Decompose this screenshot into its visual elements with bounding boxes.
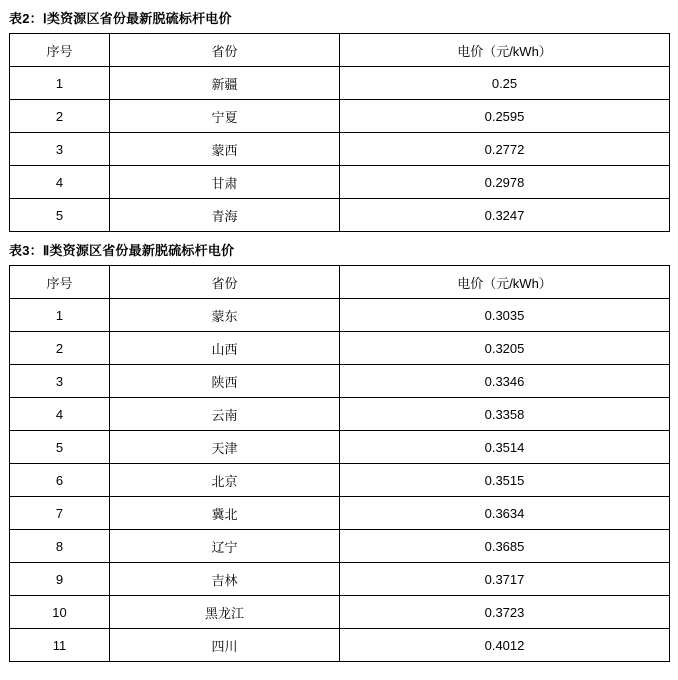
- table-row: [10, 332, 670, 365]
- table-row: [10, 67, 670, 100]
- table-header-row: [10, 266, 670, 299]
- price-table-class-2: [9, 265, 670, 662]
- column-header-price: 电价（元/kWh）: [340, 34, 670, 67]
- price-table-class-1: [9, 33, 670, 232]
- cell-price: 0.3634: [340, 497, 670, 530]
- cell-index: 6: [10, 464, 110, 497]
- cell-province: 吉林: [110, 563, 340, 596]
- cell-index: 8: [10, 530, 110, 563]
- cell-province: 北京: [110, 464, 340, 497]
- cell-index: 2: [10, 100, 110, 133]
- table-row: [10, 629, 670, 662]
- cell-index: 3: [10, 133, 110, 166]
- cell-province: 云南: [110, 398, 340, 431]
- table-row: [10, 497, 670, 530]
- cell-province: 蒙西: [110, 133, 340, 166]
- table-row: [10, 431, 670, 464]
- cell-index: 1: [10, 67, 110, 100]
- cell-index: 7: [10, 497, 110, 530]
- table-row: [10, 299, 670, 332]
- cell-price: 0.2595: [340, 100, 670, 133]
- cell-province: 四川: [110, 629, 340, 662]
- cell-index: 4: [10, 398, 110, 431]
- table-row: [10, 530, 670, 563]
- table-caption: 表2：Ⅰ类资源区省份最新脱硫标杆电价: [9, 11, 232, 26]
- table-caption: 表3：Ⅱ类资源区省份最新脱硫标杆电价: [9, 243, 235, 258]
- table-block-2: [6, 242, 672, 662]
- cell-index: 10: [10, 596, 110, 629]
- cell-price: 0.3358: [340, 398, 670, 431]
- table-row: [10, 563, 670, 596]
- cell-province: 蒙东: [110, 299, 340, 332]
- cell-province: 山西: [110, 332, 340, 365]
- column-header-index: 序号: [10, 266, 110, 299]
- cell-province: 天津: [110, 431, 340, 464]
- cell-province: 陕西: [110, 365, 340, 398]
- table-row: [10, 199, 670, 232]
- column-header-index: 序号: [10, 34, 110, 67]
- cell-province: 青海: [110, 199, 340, 232]
- cell-province: 黑龙江: [110, 596, 340, 629]
- cell-index: 11: [10, 629, 110, 662]
- table-row: [10, 596, 670, 629]
- cell-index: 5: [10, 431, 110, 464]
- table-header-row: [10, 34, 670, 67]
- column-header-province: 省份: [110, 266, 340, 299]
- cell-price: 0.2772: [340, 133, 670, 166]
- cell-index: 4: [10, 166, 110, 199]
- cell-index: 9: [10, 563, 110, 596]
- cell-price: 0.3035: [340, 299, 670, 332]
- cell-price: 0.3685: [340, 530, 670, 563]
- cell-price: 0.3723: [340, 596, 670, 629]
- table-row: [10, 365, 670, 398]
- cell-province: 宁夏: [110, 100, 340, 133]
- table-row: [10, 100, 670, 133]
- cell-province: 新疆: [110, 67, 340, 100]
- cell-index: 2: [10, 332, 110, 365]
- cell-price: 0.3514: [340, 431, 670, 464]
- cell-index: 1: [10, 299, 110, 332]
- table-row: [10, 398, 670, 431]
- cell-province: 甘肃: [110, 166, 340, 199]
- table-row: [10, 133, 670, 166]
- cell-price: 0.4012: [340, 629, 670, 662]
- cell-price: 0.3205: [340, 332, 670, 365]
- cell-index: 5: [10, 199, 110, 232]
- cell-province: 冀北: [110, 497, 340, 530]
- table-block-1: [6, 10, 672, 232]
- cell-price: 0.3247: [340, 199, 670, 232]
- cell-price: 0.25: [340, 67, 670, 100]
- cell-price: 0.3515: [340, 464, 670, 497]
- cell-price: 0.3717: [340, 563, 670, 596]
- column-header-price: 电价（元/kWh）: [340, 266, 670, 299]
- cell-index: 3: [10, 365, 110, 398]
- table-row: [10, 166, 670, 199]
- cell-price: 0.3346: [340, 365, 670, 398]
- column-header-province: 省份: [110, 34, 340, 67]
- table-row: [10, 464, 670, 497]
- cell-province: 辽宁: [110, 530, 340, 563]
- cell-price: 0.2978: [340, 166, 670, 199]
